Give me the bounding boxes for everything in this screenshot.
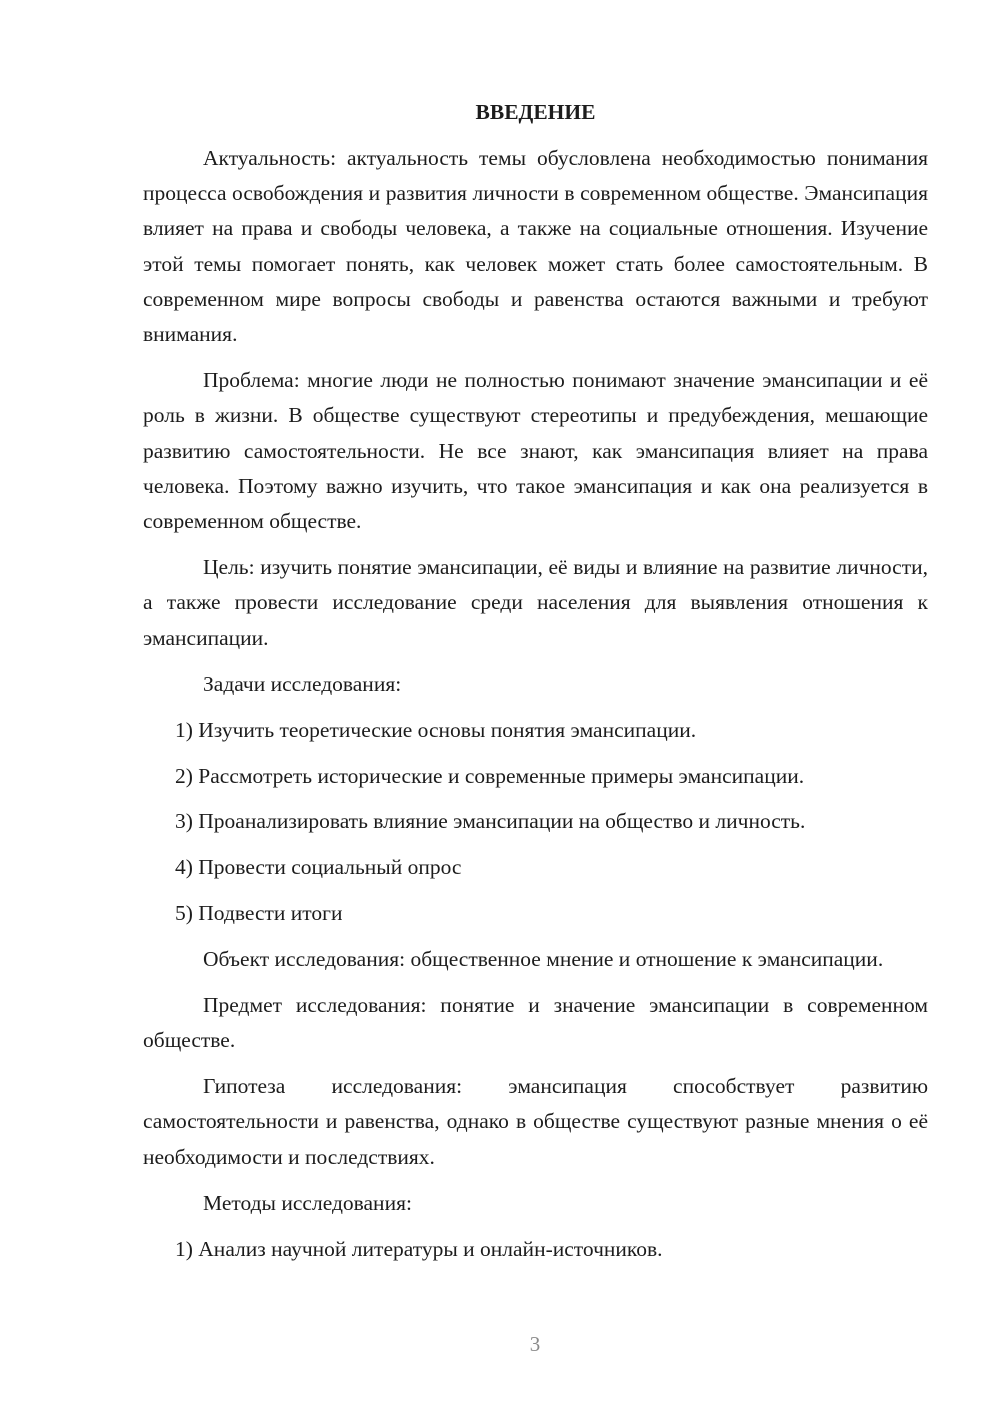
list-item: 4) Провести социальный опрос — [175, 855, 462, 880]
tasks-list — [143, 713, 928, 931]
list-item: 2) Рассмотреть исторические и современные примеры эмансипации. — [175, 763, 805, 788]
page-title: ВВЕДЕНИЕ — [475, 100, 596, 124]
methods-label: Методы исследования: — [203, 1190, 412, 1215]
list-item: 3) Проанализировать влияние эмансипации на общество и личность. — [175, 809, 806, 834]
list-item: 1) Изучить теоретические основы понятия эмансипации. — [175, 718, 697, 743]
list-item: 5) Подвести итоги — [175, 900, 343, 925]
hypothesis-paragraph: Гипотеза исследования: эмансипация способствует развитию самостоятельности и равенства, однако в обществе существуют разные мнения о её необходимости и последствиях. — [143, 1074, 928, 1169]
tasks-label: Задачи исследования: — [203, 671, 402, 696]
document-page — [143, 95, 928, 1278]
object-paragraph: Объект исследования: общественное мнение и отношение к эмансипации. — [203, 946, 884, 971]
page-number: 3 — [529, 1332, 541, 1356]
problem-paragraph: Проблема: многие люди не полностью понимают значение эмансипации и её роль в жизни. В обществе существуют стереотипы и предубеждения, мешающие развитию самостоятельности. Не все знают, как эмансипация влияет на права человека. Поэтому важно изучить, что такое эмансипация и как она реализуется в современном обществе. — [143, 368, 928, 534]
list-item: 1) Анализ научной литературы и онлайн-источников. — [175, 1236, 663, 1261]
goal-paragraph: Цель: изучить понятие эмансипации, её виды и влияние на развитие личности, а также провести исследование среди населения для выявления отношения к эмансипации. — [143, 555, 928, 650]
methods-list — [143, 1232, 928, 1267]
relevance-paragraph: Актуальность: актуальность темы обусловлена необходимостью понимания процесса освобождения и развития личности в современном обществе. Эмансипация влияет на права и свободы человека, а также на социальные отношения. Изучение этой темы помогает понять, как человек может стать более самостоятельным. В современном мире вопросы свободы и равенства остаются важными и требуют внимания. — [143, 146, 928, 347]
subject-paragraph: Предмет исследования: понятие и значение эмансипации в современном обществе. — [143, 992, 928, 1052]
